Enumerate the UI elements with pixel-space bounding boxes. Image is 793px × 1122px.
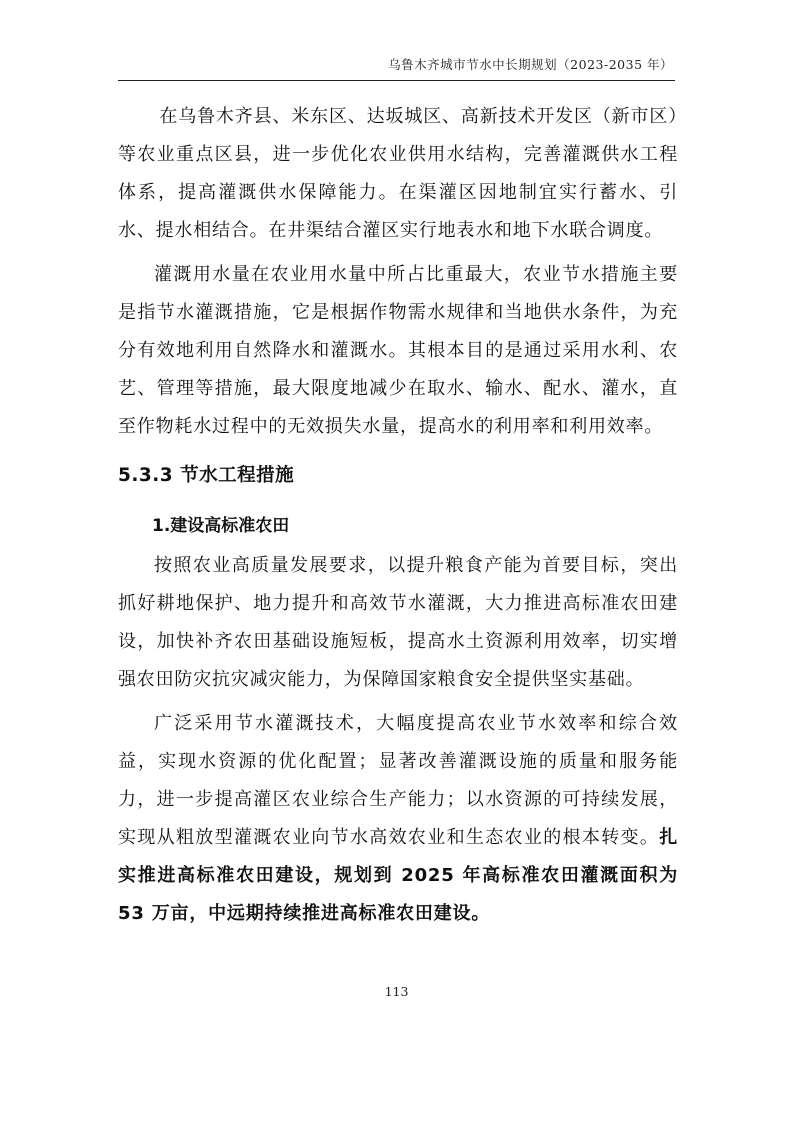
page-number: 113 — [384, 984, 409, 999]
header-title: 乌鲁木齐城市节水中长期规划（2023-2035 年） — [388, 57, 673, 72]
paragraph-4-normal-text: 广泛采用节水灌溉技术，大幅度提高农业节水效率和综合效益，实现水资源的优化配置；显著改善灌溉设施的质量和服务能力，进一步提高灌区农业综合生产能力；以水资源的可持续发展，实现从粗放型灌溉农业向节水高效农业和生态农业的根本转变。 — [118, 713, 678, 848]
page-header — [118, 52, 675, 81]
page-body — [118, 98, 678, 933]
subheading: 1.建设高标准农田 — [152, 516, 290, 536]
paragraph-4 — [118, 705, 678, 933]
paragraph-4-bold-text: 扎实推进高标准农田建设，规划到 2025 年高标准农田灌溉面积为 53 万亩，中远期持续推进高标准农田建设。 — [118, 827, 678, 924]
paragraph-1: 在乌鲁木齐县、米东区、达坂城区、高新技术开发区（新市区）等农业重点区县，进一步优化农业供用水结构，完善灌溉供水工程体系，提高灌溉供水保障能力。在渠灌区因地制宜实行蓄水、引水、提水相结合。在井渠结合灌区实行地表水和地下水联合调度。 — [118, 106, 678, 241]
paragraph-2: 灌溉用水量在农业用水量中所占比重最大，农业节水措施主要是指节水灌溉措施，它是根据作物需水规律和当地供水条件，为充分有效地利用自然降水和灌溉水。其根本目的是通过采用水利、农艺、管理等措施，最大限度地减少在取水、输水、配水、灌水，直至作物耗水过程中的无效损失水量，提高水的利用率和利用效率。 — [118, 264, 678, 437]
section-heading: 5.3.3 节水工程措施 — [118, 465, 295, 486]
paragraph-3: 按照农业高质量发展要求，以提升粮食产能为首要目标，突出抓好耕地保护、地力提升和高效节水灌溉，大力推进高标准农田建设，加快补齐农田基础设施短板，提高水土资源利用效率，切实增强农田防灾抗灾减灾能力，为保障国家粮食安全提供坚实基础。 — [118, 555, 678, 690]
